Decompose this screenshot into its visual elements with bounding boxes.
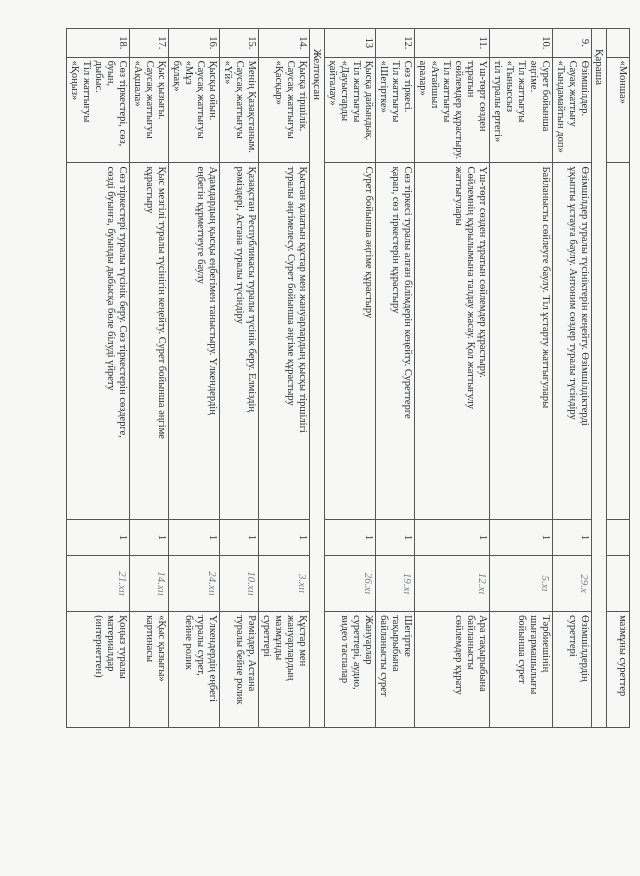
month-row-november — [592, 29, 607, 728]
header-materials: мазмұны суреттер — [607, 612, 630, 728]
row-goal: Өзімшілдер туралы түсініктерін кеңейту. Өзімшілдіктерді ұқыпты ұстауға баулу. Антоним сөздер туралы түсіндіру — [553, 163, 592, 519]
row-hours: 1 — [169, 519, 220, 555]
row-materials: Тәрбиешінің шығармашылығы бойынша сурет — [490, 612, 553, 728]
row-hours: 1 — [490, 519, 553, 555]
row-goal: Қыс мезгілі туралы түсінігін кеңейту. Сурет бойынша әңгіме құрастыру — [130, 163, 169, 519]
row-hours: 1 — [220, 519, 259, 555]
row-goal: Қыстан қалатын құстар мен жануарлардың қысқы тіршілігі туралы әңгімелесу. Сурет бойынша әңгіме құрастыру — [259, 163, 310, 519]
month-row-december — [310, 29, 325, 728]
row-goal: Байланысты сөйлеуге баулу. Тіл ұстарту жаттығулары — [490, 163, 553, 519]
row-number: 14. — [259, 29, 310, 58]
table-row-header — [607, 29, 630, 728]
row-topic: Қысқа дайындық. Тіл жаттығуы «Дауыстарды қайталау» — [325, 57, 376, 163]
row-number: 12. — [376, 29, 415, 58]
row-date: 3.xıı — [259, 556, 310, 612]
table-row — [490, 29, 553, 728]
row-date: 24.xıı — [169, 556, 220, 612]
row-topic: Сурет бойынша әңгіме. Тіл жаттығуы «Тыныссыз тіл туралы ертегі» — [490, 57, 553, 163]
row-number: 15. — [220, 29, 259, 58]
row-materials: Ара тақырыбына байланысты сөйлемдер құрату — [415, 612, 490, 728]
row-goal: Адамдардың қысқы еңбегімен таныстыру. Үлкендердің еңбегін құрметтеуге баулу — [169, 163, 220, 519]
row-materials: Шегіртке тақырыбына байланысты сурет — [376, 612, 415, 728]
row-number: 10. — [490, 29, 553, 58]
row-goal: Сөз тіркесі туралы алған білімдерін кеңейту. Суреттерге қарап, сөз тіркестерін құрастыру — [376, 163, 415, 519]
row-topic: Өзімшілдер. Сауақ жаттығу «Тындамайтын доп» — [553, 57, 592, 163]
row-topic: Қысқа тіршілік. Саусақ жаттығуы «Қасқыр» — [259, 57, 310, 163]
row-number: 11. — [415, 29, 490, 58]
row-goal: Қазақстан Республикасы туралы түсінік беру. Елміздің рәміздері, Астана туралы түсіндіру — [220, 163, 259, 519]
month-label: Желтоқсан — [310, 29, 325, 728]
row-number: 9. — [553, 29, 592, 58]
row-materials: Үлкендердің еңбегі туралы сурет, бейне ролик — [169, 612, 220, 728]
row-topic: Менің Қазақстаным. Саусақ жаттығуы «Үй» — [220, 57, 259, 163]
row-materials: Құстар мен жануарлардың мазмұнды суреттері — [259, 612, 310, 728]
row-number: 18. — [67, 29, 130, 58]
table-row — [67, 29, 130, 728]
row-hours: 1 — [325, 519, 376, 555]
row-hours: 1 — [376, 519, 415, 555]
row-materials: Қоңыз туралы материалдар (интернеттен) — [67, 612, 130, 728]
table-row — [376, 29, 415, 728]
row-number: 13 — [325, 29, 376, 58]
row-hours: 1 — [553, 519, 592, 555]
table-row — [130, 29, 169, 728]
row-topic: Үш-төрт сөзден тұратын сөйлемдер құрастыру. Тіл жаттығуы «Атайшыл аралар» — [415, 57, 490, 163]
row-date: 10.xıı — [220, 556, 259, 612]
row-goal: Сурет бойынша әңгіме құрастыру — [325, 163, 376, 519]
row-hours: 1 — [415, 519, 490, 555]
row-topic: Қыс қызығы. Саусақ жаттығуы «Ақшала» — [130, 57, 169, 163]
header-topic: «Монша» — [607, 57, 630, 163]
row-number: 16. — [169, 29, 220, 58]
table-row — [220, 29, 259, 728]
row-hours: 1 — [130, 519, 169, 555]
row-date: 12.xı — [415, 556, 490, 612]
row-goal: Үш-төрт сөзден тұратын сөйлемдер құрастыру. Сөйлемнің құрылымына талдау жасау. Қол жаттығулу жаттығулары — [415, 163, 490, 519]
row-topic: Қысқы ойын. Саусақ жаттығуы «Мұз бұлақ» — [169, 57, 220, 163]
table-row — [169, 29, 220, 728]
row-materials: Жануарлар суреттері, аудио, видео таспалар — [325, 612, 376, 728]
table-row — [553, 29, 592, 728]
row-date: 26.xı — [325, 556, 376, 612]
lesson-plan-table — [66, 28, 630, 728]
row-materials: Рәміздер, Астана туралы бейне ролик — [220, 612, 259, 728]
row-date: 19.xı — [376, 556, 415, 612]
table-row — [325, 29, 376, 728]
row-topic: Сөз тіркестері, сөз, буын, дыбыс. Тіл жаттығуы «Қоңыз» — [67, 57, 130, 163]
row-goal: Сөз тіркестері туралы түсінік беру. Сөз тіркестерін сөздерге, сөзді буынға, буынды дыбысқа бөле білуді үйрету — [67, 163, 130, 519]
table-row — [415, 29, 490, 728]
row-hours: 1 — [67, 519, 130, 555]
row-number: 17. — [130, 29, 169, 58]
table-row — [259, 29, 310, 728]
row-topic: Сөз тіркесі. Тіл жаттығуы «Шегіртке» — [376, 57, 415, 163]
row-date: 14.xıı — [130, 556, 169, 612]
row-materials: «Қыс қызығы» картинасы — [130, 612, 169, 728]
row-hours: 1 — [259, 519, 310, 555]
row-materials: Өзімшілдердің суреттері — [553, 612, 592, 728]
month-label: Қараша — [592, 29, 607, 728]
row-date: 29.x — [553, 556, 592, 612]
row-date: 5.xı — [490, 556, 553, 612]
row-date: 21.xıı — [67, 556, 130, 612]
